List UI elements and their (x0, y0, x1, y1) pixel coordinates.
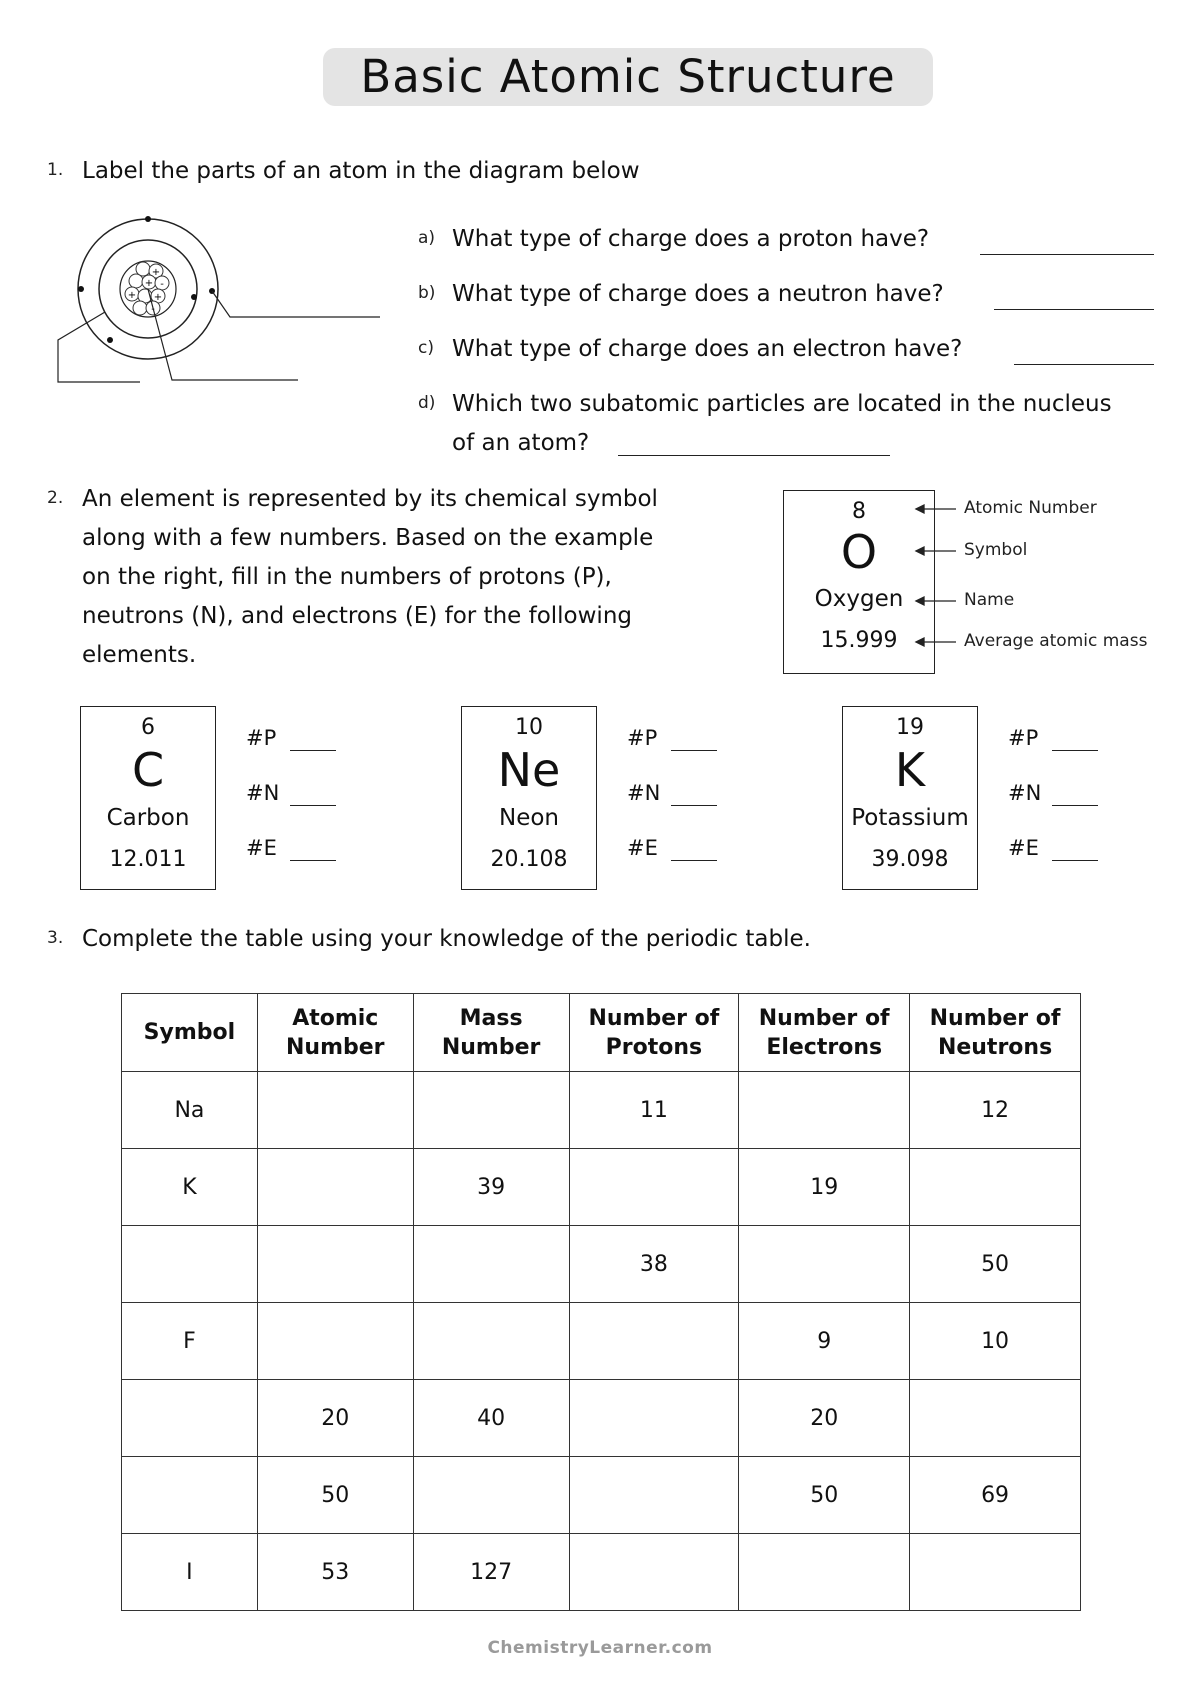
sub-question-b-letter: b) (418, 283, 436, 303)
table-cell[interactable]: 69 (910, 1457, 1081, 1534)
table-cell[interactable] (413, 1303, 569, 1380)
proton-symbol: + (127, 290, 137, 301)
table-cell[interactable] (910, 1149, 1081, 1226)
header-neutrons: Number of Neutrons (910, 994, 1081, 1072)
sub-question-c-text: What type of charge does an electron have? (452, 336, 963, 362)
protons-label: #P (246, 726, 277, 750)
proton-symbol: + (151, 267, 161, 278)
potassium-protons-blank[interactable] (1052, 750, 1098, 751)
table-cell[interactable] (910, 1380, 1081, 1457)
answer-blank-d[interactable] (618, 455, 890, 456)
table-cell[interactable] (257, 1072, 413, 1149)
carbon-protons-blank[interactable] (290, 750, 336, 751)
nucleus-particles (125, 262, 169, 315)
element-card-carbon (80, 706, 216, 890)
table-cell[interactable]: Na (122, 1072, 258, 1149)
table-row (122, 1457, 1081, 1534)
table-cell[interactable]: 12 (910, 1072, 1081, 1149)
potassium-electrons-blank[interactable] (1052, 860, 1098, 861)
example-name: Oxygen (814, 586, 904, 612)
table-cell[interactable] (257, 1149, 413, 1226)
table-cell[interactable]: 39 (413, 1149, 569, 1226)
table-cell[interactable]: 50 (910, 1226, 1081, 1303)
table-cell[interactable] (413, 1072, 569, 1149)
table-cell[interactable]: K (122, 1149, 258, 1226)
table-cell[interactable] (569, 1457, 739, 1534)
question-1-number: 1. (47, 160, 64, 180)
sub-question-a-letter: a) (418, 228, 436, 248)
table-cell[interactable]: 127 (413, 1534, 569, 1611)
element-name: Carbon (106, 805, 190, 831)
header-electrons: Number of Electrons (739, 994, 910, 1072)
protons-label: #P (627, 726, 658, 750)
element-symbol: K (894, 743, 926, 797)
header-atomic-number: Atomic Number (257, 994, 413, 1072)
table-cell[interactable] (413, 1226, 569, 1303)
atom-diagram (50, 212, 390, 402)
answer-blank-c[interactable] (1014, 364, 1154, 365)
neon-electrons-blank[interactable] (671, 860, 717, 861)
example-symbol: O (840, 525, 878, 579)
element-atomic-number: 19 (896, 715, 924, 740)
element-mass: 20.108 (490, 847, 568, 872)
example-arrows (912, 500, 962, 660)
sub-question-a-text: What type of charge does a proton have? (452, 226, 930, 252)
question-2-line: An element is represented by its chemical symbol (82, 486, 658, 512)
question-2-line: on the right, fill in the numbers of protons (P), (82, 564, 612, 590)
electrons-label: #E (1008, 836, 1039, 860)
table-cell[interactable]: F (122, 1303, 258, 1380)
title-banner (323, 48, 933, 106)
electrons-label: #E (246, 836, 277, 860)
periodic-data-table (121, 993, 1081, 1611)
table-cell[interactable] (569, 1380, 739, 1457)
table-cell[interactable]: I (122, 1534, 258, 1611)
neutral-symbol: - (160, 279, 164, 290)
element-symbol: Ne (497, 743, 561, 797)
carbon-neutrons-blank[interactable] (290, 805, 336, 806)
header-protons: Number of Protons (569, 994, 739, 1072)
question-3-text: Complete the table using your knowledge of the periodic table. (82, 926, 811, 952)
table-cell[interactable]: 11 (569, 1072, 739, 1149)
table-row (122, 1149, 1081, 1226)
electrons-label: #E (627, 836, 658, 860)
element-mass: 39.098 (871, 847, 949, 872)
sub-question-b-text: What type of charge does a neutron have? (452, 281, 944, 307)
neutrons-label: #N (1008, 781, 1042, 805)
element-mass: 12.011 (109, 847, 187, 872)
sub-question-d-text: Which two subatomic particles are located in the nucleus (452, 391, 1112, 417)
neutrons-label: #N (627, 781, 661, 805)
question-2-number: 2. (47, 488, 64, 508)
table-cell[interactable] (257, 1226, 413, 1303)
table-cell[interactable] (910, 1534, 1081, 1611)
table-cell[interactable]: 40 (413, 1380, 569, 1457)
example-mass: 15.999 (820, 628, 898, 653)
element-name: Neon (498, 805, 559, 831)
table-cell[interactable]: 20 (739, 1380, 910, 1457)
carbon-electrons-blank[interactable] (290, 860, 336, 861)
element-card-neon (461, 706, 597, 890)
sub-question-d-text-continued: of an atom? (452, 430, 590, 456)
table-cell[interactable] (122, 1380, 258, 1457)
table-cell[interactable]: 20 (257, 1380, 413, 1457)
proton-symbol: + (153, 292, 163, 303)
neutral-symbol: - (151, 304, 155, 315)
table-cell[interactable] (569, 1149, 739, 1226)
potassium-neutrons-blank[interactable] (1052, 805, 1098, 806)
question-2-line: neutrons (N), and electrons (E) for the following (82, 603, 633, 629)
table-cell[interactable] (413, 1457, 569, 1534)
neon-neutrons-blank[interactable] (671, 805, 717, 806)
table-cell[interactable]: 10 (910, 1303, 1081, 1380)
element-card-potassium (842, 706, 978, 890)
table-cell[interactable] (739, 1072, 910, 1149)
neutrons-label: #N (246, 781, 280, 805)
table-cell[interactable] (122, 1226, 258, 1303)
table-cell[interactable]: 53 (257, 1534, 413, 1611)
table-cell[interactable] (739, 1534, 910, 1611)
element-atomic-number: 6 (141, 715, 155, 740)
annotation-name: Name (964, 590, 1015, 610)
protons-label: #P (1008, 726, 1039, 750)
question-3-number: 3. (47, 928, 64, 948)
question-1-text: Label the parts of an atom in the diagram below (82, 158, 640, 184)
table-row (122, 1303, 1081, 1380)
table-cell[interactable]: 50 (739, 1457, 910, 1534)
table-cell[interactable] (739, 1226, 910, 1303)
question-2-line: elements. (82, 642, 197, 668)
table-row (122, 1226, 1081, 1303)
header-symbol: Symbol (122, 994, 258, 1072)
table-row (122, 1072, 1081, 1149)
element-symbol: C (131, 743, 165, 797)
example-atomic-number: 8 (852, 499, 866, 524)
table-cell[interactable]: 50 (257, 1457, 413, 1534)
annotation-average-atomic-mass: Average atomic mass (964, 631, 1148, 651)
question-2-line: along with a few numbers. Based on the example (82, 525, 654, 551)
sub-question-d-letter: d) (418, 393, 436, 413)
annotation-atomic-number: Atomic Number (964, 498, 1097, 518)
element-atomic-number: 10 (515, 715, 543, 740)
table-cell[interactable]: 9 (739, 1303, 910, 1380)
table-header-row (122, 994, 1081, 1072)
proton-symbol: + (144, 278, 154, 289)
header-mass-number: Mass Number (413, 994, 569, 1072)
table-cell[interactable] (257, 1303, 413, 1380)
page-title: Basic Atomic Structure (360, 50, 896, 103)
table-row (122, 1380, 1081, 1457)
answer-blank-b[interactable] (994, 309, 1154, 310)
label-leader-lines (58, 289, 380, 382)
sub-question-c-letter: c) (418, 338, 434, 358)
annotation-symbol: Symbol (964, 540, 1028, 560)
footer-credit: ChemistryLearner.com (487, 1638, 713, 1658)
table-cell[interactable] (122, 1457, 258, 1534)
table-cell[interactable] (569, 1303, 739, 1380)
table-row (122, 1534, 1081, 1611)
table-cell[interactable]: 38 (569, 1226, 739, 1303)
neon-protons-blank[interactable] (671, 750, 717, 751)
table-cell[interactable] (569, 1534, 739, 1611)
answer-blank-a[interactable] (980, 254, 1154, 255)
table-cell[interactable]: 19 (739, 1149, 910, 1226)
element-name: Potassium (851, 805, 969, 831)
